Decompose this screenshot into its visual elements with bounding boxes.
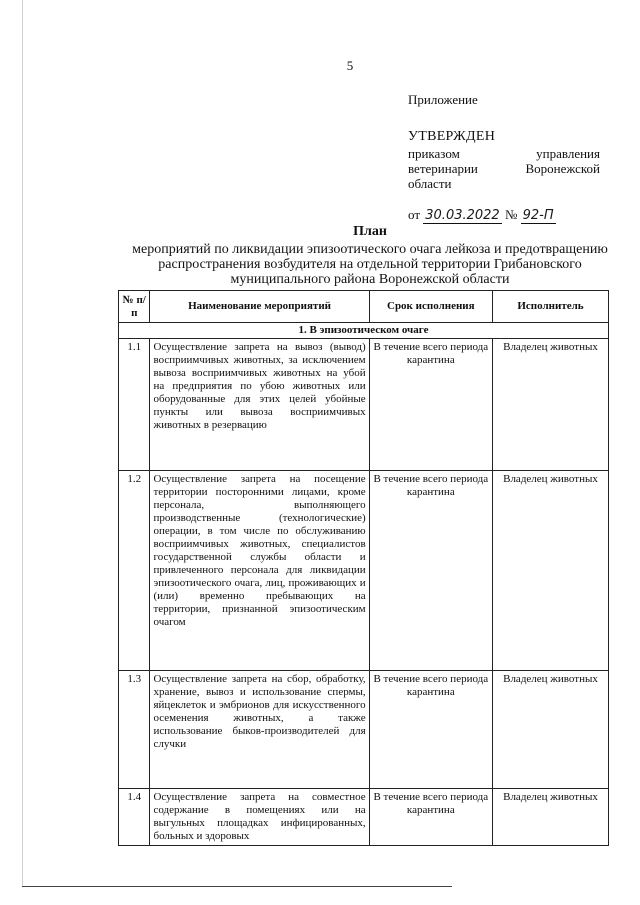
page-number: 5: [346, 58, 354, 73]
table-row: [119, 671, 609, 789]
scan-edge-bottom: [22, 886, 452, 887]
plan-title: План: [353, 224, 387, 239]
table-row: [119, 339, 609, 471]
row-executor: Владелец животных: [492, 789, 608, 846]
row-name: Осуществление запрета на совместное содержание в помещениях или на выгульных площадках инфицированных, больных и здоровых: [150, 789, 369, 846]
header-num: № п/п: [119, 291, 150, 323]
approved-label: УТВЕРЖДЕН: [408, 129, 496, 144]
plan-subtitle: мероприятий по ликвидации эпизоотического очага лейкоза и предотвращению распространения возбудителя на отдельной территории Грибановского муниципального района Воронежской области: [132, 242, 608, 287]
section-title: 1. В эпизоотическом очаге: [119, 323, 609, 339]
row-executor: Владелец животных: [492, 671, 608, 789]
row-executor: Владелец животных: [492, 471, 608, 671]
row-term: В течение всего периода карантина: [369, 789, 492, 846]
row-executor: Владелец животных: [492, 339, 608, 471]
row-term: В течение всего периода карантина: [369, 339, 492, 471]
approval-block: [408, 92, 600, 223]
row-name: Осуществление запрета на вывоз (вывод) восприимчивых животных, за исключением вывоза восприимчивых животных на убой на предприятия по убою животных или оборудованные для этих целей убойные пункты или вывоза восприимчивых животных в резервацию: [150, 339, 369, 471]
row-name: Осуществление запрета на посещение территории посторонними лицами, кроме персонала, выполняющего производственные (технологические) операции, в том числе по обслуживанию восприимчивых животных, специалистов государственной службы области и привлеченного персонала для ликвидации эпизоотического очага, лиц, проживающих и (или) временно пребывающих на территории, признанной эпизоотическим очагом: [150, 471, 369, 671]
table-row: [119, 471, 609, 671]
row-num: 1.1: [119, 339, 150, 471]
header-executor: Исполнитель: [492, 291, 608, 323]
date-prefix: от: [408, 207, 421, 222]
table-row: [119, 789, 609, 846]
row-term: В течение всего периода карантина: [369, 471, 492, 671]
order-date: 30.03.2022: [425, 208, 500, 223]
row-name: Осуществление запрета на сбор, обработку, хранение, вывоз и использование спермы, яйцеклеток и эмбрионов для искусственного осеменения животных, а также использование быков-производителей для случки: [150, 671, 369, 789]
number-prefix: №: [504, 207, 518, 222]
row-num: 1.4: [119, 789, 150, 846]
row-num: 1.3: [119, 671, 150, 789]
approved-by-text: приказом управления ветеринарии Воронежской области: [408, 146, 600, 191]
measures-table: [118, 290, 609, 846]
scan-edge-left: [22, 0, 23, 887]
section-row: [119, 323, 609, 339]
order-line: [408, 207, 600, 223]
row-num: 1.2: [119, 471, 150, 671]
table-header-row: [119, 291, 609, 323]
order-number: 92-П: [522, 208, 554, 223]
row-term: В течение всего периода карантина: [369, 671, 492, 789]
appendix-label: Приложение: [408, 92, 478, 107]
header-term: Срок исполнения: [369, 291, 492, 323]
header-name: Наименование мероприятий: [150, 291, 369, 323]
